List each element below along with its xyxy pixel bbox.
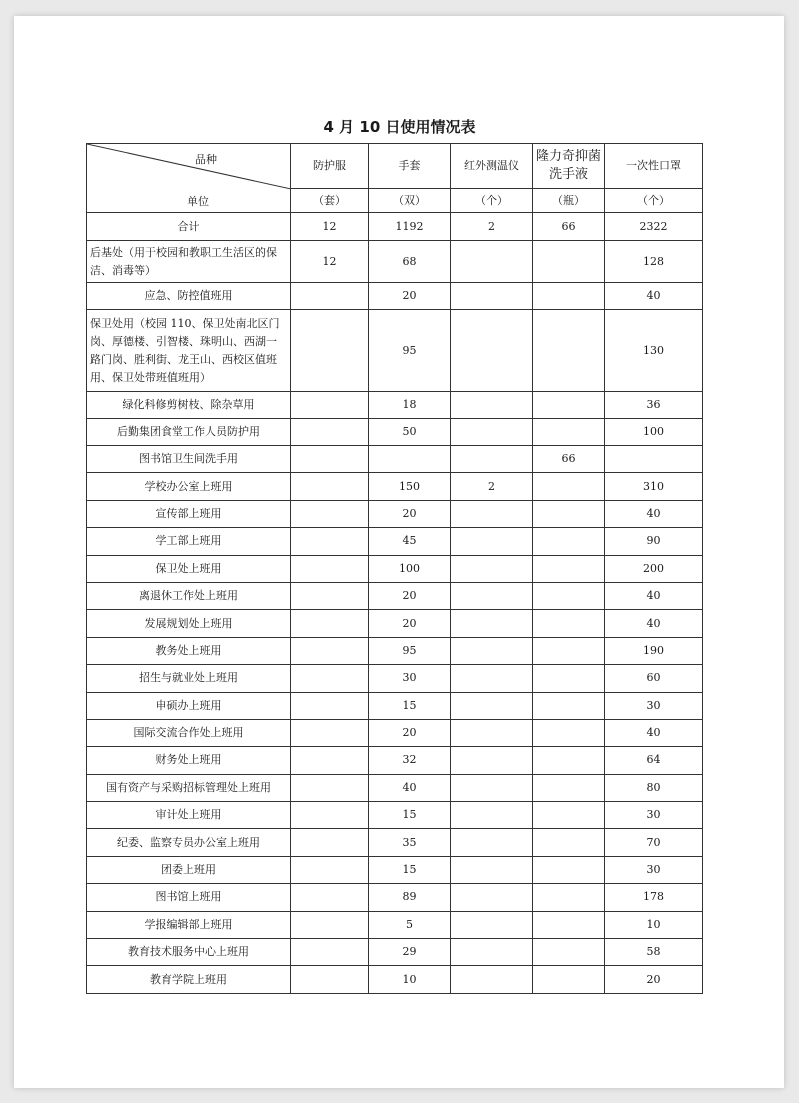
value-cell bbox=[291, 719, 369, 746]
value-cell bbox=[291, 637, 369, 664]
value-cell: 50 bbox=[369, 419, 451, 446]
value-cell: 36 bbox=[605, 392, 703, 419]
value-cell bbox=[451, 911, 533, 938]
value-cell: 200 bbox=[605, 555, 703, 582]
value-cell: 40 bbox=[605, 283, 703, 310]
value-cell bbox=[533, 966, 605, 993]
row-label: 应急、防控值班用 bbox=[87, 283, 291, 310]
value-cell: 10 bbox=[369, 966, 451, 993]
value-cell: 89 bbox=[369, 884, 451, 911]
col-header: 防护服 bbox=[291, 144, 369, 189]
value-cell bbox=[451, 392, 533, 419]
value-cell: 45 bbox=[369, 528, 451, 555]
table-row bbox=[87, 528, 703, 555]
value-cell bbox=[291, 966, 369, 993]
table-row bbox=[87, 582, 703, 609]
row-label: 纪委、监察专员办公室上班用 bbox=[87, 829, 291, 856]
col-unit: （瓶） bbox=[533, 189, 605, 213]
value-cell: 310 bbox=[605, 473, 703, 500]
table-row bbox=[87, 500, 703, 527]
row-label: 后勤集团食堂工作人员防护用 bbox=[87, 419, 291, 446]
row-label: 国际交流合作处上班用 bbox=[87, 719, 291, 746]
value-cell: 10 bbox=[605, 911, 703, 938]
value-cell bbox=[533, 829, 605, 856]
value-cell bbox=[451, 528, 533, 555]
header-row bbox=[87, 144, 703, 189]
row-label: 申硕办上班用 bbox=[87, 692, 291, 719]
diagonal-header-cell bbox=[87, 144, 291, 213]
value-cell: 80 bbox=[605, 774, 703, 801]
row-label: 离退休工作处上班用 bbox=[87, 582, 291, 609]
value-cell bbox=[533, 802, 605, 829]
row-label: 图书馆上班用 bbox=[87, 884, 291, 911]
row-label: 图书馆卫生间洗手用 bbox=[87, 446, 291, 473]
value-cell: 20 bbox=[369, 582, 451, 609]
col-header: 隆力奇抑菌洗手液 bbox=[533, 144, 605, 189]
value-cell: 100 bbox=[369, 555, 451, 582]
value-cell: 40 bbox=[605, 500, 703, 527]
total-row bbox=[87, 213, 703, 241]
value-cell bbox=[451, 283, 533, 310]
value-cell: 35 bbox=[369, 829, 451, 856]
value-cell bbox=[291, 392, 369, 419]
table-row bbox=[87, 473, 703, 500]
total-cell: 12 bbox=[291, 213, 369, 241]
value-cell bbox=[451, 582, 533, 609]
row-label: 后基处（用于校园和教职工生活区的保洁、消毒等） bbox=[87, 241, 291, 283]
value-cell: 40 bbox=[605, 610, 703, 637]
value-cell bbox=[451, 774, 533, 801]
value-cell: 5 bbox=[369, 911, 451, 938]
col-unit: （套） bbox=[291, 189, 369, 213]
value-cell bbox=[291, 802, 369, 829]
table-row bbox=[87, 856, 703, 883]
value-cell bbox=[451, 310, 533, 392]
row-label: 保卫处上班用 bbox=[87, 555, 291, 582]
value-cell bbox=[605, 446, 703, 473]
value-cell bbox=[533, 419, 605, 446]
value-cell: 30 bbox=[605, 802, 703, 829]
value-cell: 32 bbox=[369, 747, 451, 774]
value-cell: 15 bbox=[369, 692, 451, 719]
value-cell bbox=[291, 500, 369, 527]
value-cell bbox=[291, 419, 369, 446]
table-row bbox=[87, 665, 703, 692]
row-label: 学报编辑部上班用 bbox=[87, 911, 291, 938]
table-row bbox=[87, 747, 703, 774]
col-unit: （个） bbox=[605, 189, 703, 213]
value-cell: 150 bbox=[369, 473, 451, 500]
value-cell: 58 bbox=[605, 939, 703, 966]
value-cell: 20 bbox=[369, 719, 451, 746]
value-cell bbox=[451, 500, 533, 527]
category-label: 品种 bbox=[195, 153, 217, 166]
value-cell bbox=[533, 884, 605, 911]
row-label: 审计处上班用 bbox=[87, 802, 291, 829]
value-cell: 40 bbox=[605, 582, 703, 609]
value-cell: 30 bbox=[605, 856, 703, 883]
total-cell: 2322 bbox=[605, 213, 703, 241]
value-cell: 2 bbox=[451, 473, 533, 500]
value-cell: 95 bbox=[369, 310, 451, 392]
value-cell bbox=[451, 966, 533, 993]
value-cell: 128 bbox=[605, 241, 703, 283]
value-cell bbox=[291, 829, 369, 856]
value-cell bbox=[451, 610, 533, 637]
value-cell bbox=[451, 692, 533, 719]
value-cell bbox=[533, 692, 605, 719]
value-cell: 100 bbox=[605, 419, 703, 446]
value-cell: 66 bbox=[533, 446, 605, 473]
table-row bbox=[87, 911, 703, 938]
table-row bbox=[87, 283, 703, 310]
unit-label: 单位 bbox=[187, 195, 209, 208]
value-cell: 20 bbox=[369, 500, 451, 527]
value-cell bbox=[451, 555, 533, 582]
row-label: 团委上班用 bbox=[87, 856, 291, 883]
value-cell bbox=[533, 528, 605, 555]
value-cell bbox=[291, 283, 369, 310]
total-cell: 2 bbox=[451, 213, 533, 241]
row-label: 学校办公室上班用 bbox=[87, 473, 291, 500]
table-row bbox=[87, 829, 703, 856]
total-label: 合计 bbox=[87, 213, 291, 241]
value-cell: 29 bbox=[369, 939, 451, 966]
value-cell bbox=[451, 829, 533, 856]
value-cell bbox=[533, 310, 605, 392]
value-cell bbox=[291, 747, 369, 774]
value-cell bbox=[291, 939, 369, 966]
value-cell bbox=[533, 500, 605, 527]
value-cell bbox=[451, 719, 533, 746]
row-label: 国有资产与采购招标管理处上班用 bbox=[87, 774, 291, 801]
row-label: 发展规划处上班用 bbox=[87, 610, 291, 637]
value-cell bbox=[291, 582, 369, 609]
value-cell bbox=[451, 884, 533, 911]
value-cell: 12 bbox=[291, 241, 369, 283]
value-cell: 20 bbox=[605, 966, 703, 993]
value-cell bbox=[291, 884, 369, 911]
value-cell bbox=[291, 310, 369, 392]
value-cell: 15 bbox=[369, 802, 451, 829]
value-cell: 130 bbox=[605, 310, 703, 392]
row-label: 财务处上班用 bbox=[87, 747, 291, 774]
total-cell: 66 bbox=[533, 213, 605, 241]
value-cell: 64 bbox=[605, 747, 703, 774]
value-cell: 40 bbox=[369, 774, 451, 801]
value-cell bbox=[533, 719, 605, 746]
row-label: 宣传部上班用 bbox=[87, 500, 291, 527]
table-row bbox=[87, 610, 703, 637]
usage-table bbox=[86, 143, 703, 994]
value-cell: 68 bbox=[369, 241, 451, 283]
row-label: 教务处上班用 bbox=[87, 637, 291, 664]
value-cell bbox=[533, 392, 605, 419]
value-cell bbox=[291, 665, 369, 692]
table-row bbox=[87, 446, 703, 473]
row-label: 教育技术服务中心上班用 bbox=[87, 939, 291, 966]
row-label: 招生与就业处上班用 bbox=[87, 665, 291, 692]
table-row bbox=[87, 241, 703, 283]
col-unit: （个） bbox=[451, 189, 533, 213]
value-cell bbox=[291, 610, 369, 637]
table-row bbox=[87, 802, 703, 829]
table-row bbox=[87, 310, 703, 392]
value-cell bbox=[451, 637, 533, 664]
col-header: 一次性口罩 bbox=[605, 144, 703, 189]
value-cell bbox=[451, 241, 533, 283]
value-cell bbox=[291, 911, 369, 938]
value-cell bbox=[451, 446, 533, 473]
value-cell bbox=[533, 774, 605, 801]
table-row bbox=[87, 555, 703, 582]
page-title: 4 月 10 日使用情况表 bbox=[323, 118, 476, 136]
row-label: 绿化科修剪树枝、除杂草用 bbox=[87, 392, 291, 419]
value-cell: 90 bbox=[605, 528, 703, 555]
table-row bbox=[87, 884, 703, 911]
value-cell: 30 bbox=[605, 692, 703, 719]
value-cell bbox=[451, 939, 533, 966]
col-unit: （双） bbox=[369, 189, 451, 213]
value-cell bbox=[451, 665, 533, 692]
value-cell: 190 bbox=[605, 637, 703, 664]
value-cell bbox=[533, 665, 605, 692]
table-row bbox=[87, 637, 703, 664]
value-cell: 20 bbox=[369, 283, 451, 310]
value-cell bbox=[291, 528, 369, 555]
value-cell bbox=[533, 747, 605, 774]
col-header: 手套 bbox=[369, 144, 451, 189]
value-cell bbox=[451, 802, 533, 829]
value-cell bbox=[291, 856, 369, 883]
table-row bbox=[87, 774, 703, 801]
row-label: 学工部上班用 bbox=[87, 528, 291, 555]
value-cell bbox=[291, 446, 369, 473]
value-cell bbox=[291, 692, 369, 719]
value-cell bbox=[533, 856, 605, 883]
table-row bbox=[87, 939, 703, 966]
value-cell bbox=[451, 419, 533, 446]
value-cell bbox=[533, 283, 605, 310]
row-label: 教育学院上班用 bbox=[87, 966, 291, 993]
value-cell bbox=[533, 911, 605, 938]
value-cell: 15 bbox=[369, 856, 451, 883]
value-cell: 20 bbox=[369, 610, 451, 637]
row-label: 保卫处用（校园 110、保卫处南北区门岗、厚德楼、引智楼、珠明山、西湖一路门岗、胜利街、龙王山、西校区值班用、保卫处带班值班用） bbox=[87, 310, 291, 392]
table-row bbox=[87, 966, 703, 993]
value-cell bbox=[291, 473, 369, 500]
value-cell: 18 bbox=[369, 392, 451, 419]
value-cell bbox=[533, 939, 605, 966]
table-row bbox=[87, 719, 703, 746]
value-cell: 178 bbox=[605, 884, 703, 911]
value-cell: 40 bbox=[605, 719, 703, 746]
value-cell bbox=[291, 774, 369, 801]
value-cell bbox=[533, 582, 605, 609]
value-cell bbox=[533, 610, 605, 637]
value-cell bbox=[451, 856, 533, 883]
value-cell bbox=[451, 747, 533, 774]
value-cell bbox=[369, 446, 451, 473]
value-cell bbox=[533, 637, 605, 664]
table-row bbox=[87, 419, 703, 446]
value-cell: 70 bbox=[605, 829, 703, 856]
table-row bbox=[87, 692, 703, 719]
value-cell: 30 bbox=[369, 665, 451, 692]
value-cell: 95 bbox=[369, 637, 451, 664]
total-cell: 1192 bbox=[369, 213, 451, 241]
value-cell: 60 bbox=[605, 665, 703, 692]
value-cell bbox=[291, 555, 369, 582]
col-header: 红外测温仪 bbox=[451, 144, 533, 189]
value-cell bbox=[533, 555, 605, 582]
table-row bbox=[87, 392, 703, 419]
value-cell bbox=[533, 473, 605, 500]
value-cell bbox=[533, 241, 605, 283]
